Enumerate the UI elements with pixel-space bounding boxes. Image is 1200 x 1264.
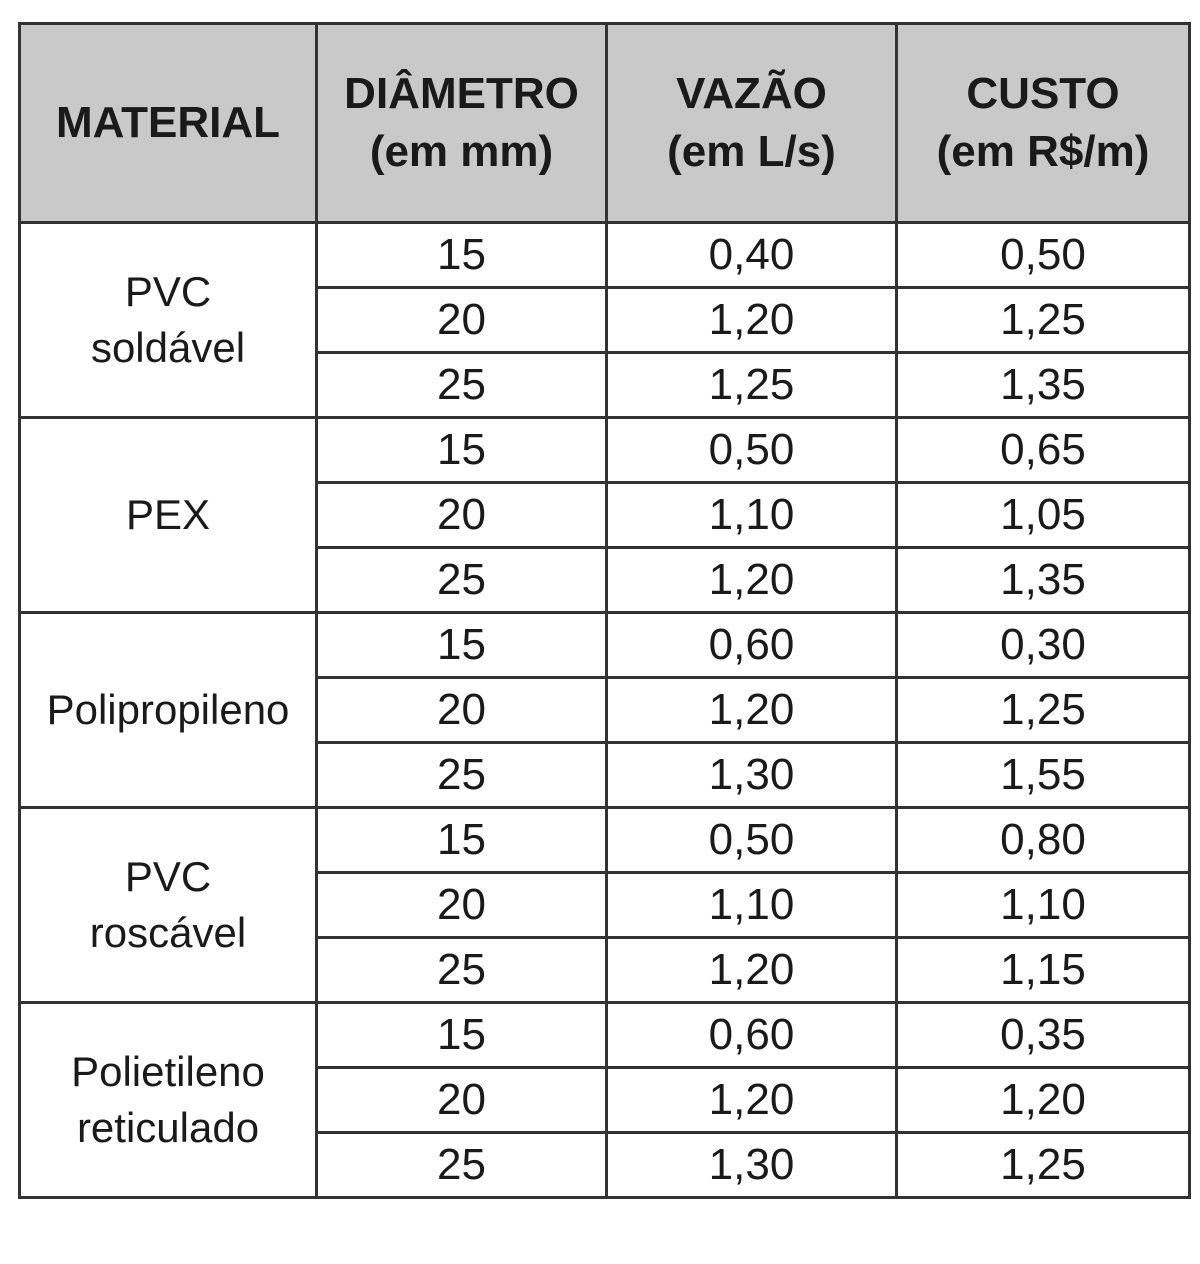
custo-cell: 1,25	[897, 1133, 1190, 1198]
custo-cell: 1,05	[897, 483, 1190, 548]
vazao-cell: 0,60	[607, 1003, 897, 1068]
table-row	[20, 1003, 1190, 1068]
diametro-cell: 15	[317, 1003, 607, 1068]
vazao-cell: 1,20	[607, 1068, 897, 1133]
material-name-line: Polietileno	[71, 1048, 265, 1095]
materials-table	[18, 22, 1191, 1199]
diametro-cell: 20	[317, 288, 607, 353]
material-cell	[20, 418, 317, 613]
custo-cell: 1,25	[897, 288, 1190, 353]
custo-cell: 1,25	[897, 678, 1190, 743]
diametro-cell: 20	[317, 483, 607, 548]
header-diametro-label: DIÂMETRO	[344, 69, 579, 118]
header-vazao	[607, 24, 897, 223]
custo-cell: 1,20	[897, 1068, 1190, 1133]
header-material	[20, 24, 317, 223]
custo-cell: 1,15	[897, 938, 1190, 1003]
diametro-cell: 20	[317, 1068, 607, 1133]
custo-cell: 1,55	[897, 743, 1190, 808]
vazao-cell: 1,30	[607, 743, 897, 808]
vazao-cell: 1,10	[607, 873, 897, 938]
material-cell	[20, 1003, 317, 1198]
header-row	[20, 24, 1190, 223]
material-cell	[20, 613, 317, 808]
custo-cell: 0,80	[897, 808, 1190, 873]
material-cell	[20, 223, 317, 418]
table-row	[20, 223, 1190, 288]
header-custo-unit: (em R$/m)	[936, 127, 1150, 176]
diametro-cell: 20	[317, 873, 607, 938]
table-row	[20, 808, 1190, 873]
material-cell	[20, 808, 317, 1003]
diametro-cell: 25	[317, 548, 607, 613]
material-name-line: PEX	[125, 491, 211, 538]
custo-cell: 1,10	[897, 873, 1190, 938]
vazao-cell: 1,20	[607, 548, 897, 613]
material-name-line: reticulado	[76, 1104, 260, 1151]
material-name-line: PVC	[124, 268, 212, 315]
table-row	[20, 418, 1190, 483]
custo-cell: 0,65	[897, 418, 1190, 483]
diametro-cell: 15	[317, 223, 607, 288]
custo-cell: 0,50	[897, 223, 1190, 288]
vazao-cell: 1,10	[607, 483, 897, 548]
diametro-cell: 25	[317, 353, 607, 418]
header-vazao-label: VAZÃO	[676, 69, 827, 118]
diametro-cell: 20	[317, 678, 607, 743]
header-custo-label: CUSTO	[966, 69, 1120, 118]
material-name-line: soldável	[90, 324, 246, 371]
header-material-label: MATERIAL	[55, 98, 281, 147]
vazao-cell: 1,20	[607, 288, 897, 353]
table-body	[20, 223, 1190, 1198]
header-vazao-unit: (em L/s)	[667, 127, 836, 176]
table-header	[20, 24, 1190, 223]
vazao-cell: 1,25	[607, 353, 897, 418]
vazao-cell: 0,40	[607, 223, 897, 288]
diametro-cell: 15	[317, 808, 607, 873]
vazao-cell: 1,20	[607, 678, 897, 743]
diametro-cell: 25	[317, 1133, 607, 1198]
diametro-cell: 25	[317, 743, 607, 808]
diametro-cell: 25	[317, 938, 607, 1003]
header-diametro-unit: (em mm)	[369, 127, 554, 176]
custo-cell: 0,30	[897, 613, 1190, 678]
custo-cell: 1,35	[897, 548, 1190, 613]
vazao-cell: 1,20	[607, 938, 897, 1003]
diametro-cell: 15	[317, 418, 607, 483]
header-diametro	[317, 24, 607, 223]
vazao-cell: 0,50	[607, 418, 897, 483]
vazao-cell: 0,60	[607, 613, 897, 678]
custo-cell: 0,35	[897, 1003, 1190, 1068]
table-row	[20, 613, 1190, 678]
material-name-line: roscável	[89, 909, 247, 956]
vazao-cell: 0,50	[607, 808, 897, 873]
diametro-cell: 15	[317, 613, 607, 678]
material-name-line: PVC	[124, 853, 212, 900]
material-name-line: Polipropileno	[46, 686, 290, 733]
vazao-cell: 1,30	[607, 1133, 897, 1198]
custo-cell: 1,35	[897, 353, 1190, 418]
header-custo	[897, 24, 1190, 223]
